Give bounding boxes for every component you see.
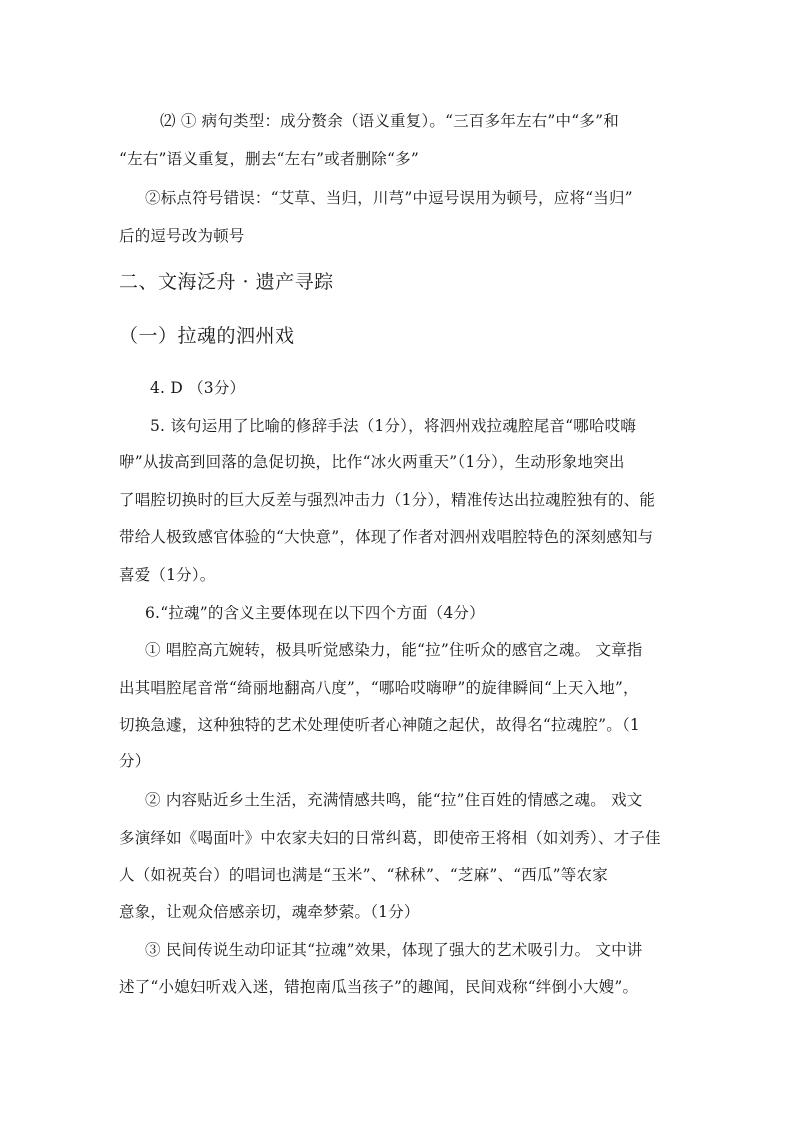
answer-6-p2-line-1: ② 内容贴近乡土生活，充满情感共鸣，能“拉”住百姓的情感之魂。 戏文 — [145, 791, 643, 809]
answer-6-p3-line-2: 述了“小媳妇听戏入迷，错抱南瓜当孩子”的趣闻，民间戏称“绊倒小大嫂”。 — [119, 978, 639, 996]
answer-6-p2-line-4: 意象，让观众倍感亲切，魂牵梦萦。（1分） — [119, 903, 420, 921]
answer-5-line-2: 咿”从拔高到回落的急促切换，比作“冰火两重天”（1分），生动形象地突出 — [119, 453, 625, 471]
answer-6-intro: 6.“拉魂”的含义主要体现在以下四个方面（4分） — [145, 604, 485, 622]
answer-6-p1-line-3: 切换急遽，这种独特的艺术处理使听者心神随之起伏，故得名“拉魂腔”。（1 — [119, 716, 640, 734]
answer-4: 4. D （3分） — [150, 379, 246, 397]
answer-6-p2-line-3: 人（如祝英台）的唱词也满是“玉米”、“秫秫”、“芝麻”、“西瓜”等农家 — [119, 866, 608, 884]
answer-5-line-5: 喜爱（1分）。 — [119, 566, 216, 584]
answer-6-p2-line-2: 多演绎如《喝面叶》中农家夫妇的日常纠葛，即使帝王将相（如刘秀）、才子佳 — [119, 829, 661, 847]
answer-5-line-4: 带给人极致感官体验的“大快意”，体现了作者对泗州戏唱腔特色的深刻感知与 — [119, 528, 654, 546]
answer-5-line-1: 5. 该句运用了比喻的修辞手法（1分），将泗州戏拉魂腔尾音“哪哈哎嗨 — [150, 417, 637, 435]
q2-line-1: ⑵ ① 病句类型：成分赘余（语义重复）。“三百多年左右”中“多”和 — [160, 112, 619, 130]
answer-5-line-3: 了唱腔切换时的巨大反差与强烈冲击力（1分），精准传达出拉魂腔独有的、能 — [119, 491, 656, 509]
q2-line-4: 后的逗号改为顿号 — [119, 227, 245, 245]
q2-line-2: “左右”语义重复，删去“左右”或者删除“多” — [119, 150, 419, 168]
answer-6-p3-line-1: ③ 民间传说生动印证其“拉魂”效果，体现了强大的艺术吸引力。 文中讲 — [145, 941, 643, 959]
answer-6-p1-line-2: 出其唱腔尾音常“绮丽地翻高八度”，“哪哈哎嗨咿”的旋律瞬间“上天入地”， — [119, 679, 639, 697]
answer-6-p1-line-4: 分） — [119, 752, 151, 770]
section-title: 二、文海泛舟 · 遗产寻踪 — [119, 271, 334, 293]
section-subtitle: （一）拉魂的泗州戏 — [119, 325, 295, 347]
answer-6-p1-line-1: ① 唱腔高亢婉转，极具听觉感染力，能“拉”住听众的感官之魂。 文章指 — [145, 641, 643, 659]
q2-line-3: ②标点符号错误：“艾草、当归，川芎”中逗号误用为顿号，应将“当归” — [145, 189, 633, 207]
